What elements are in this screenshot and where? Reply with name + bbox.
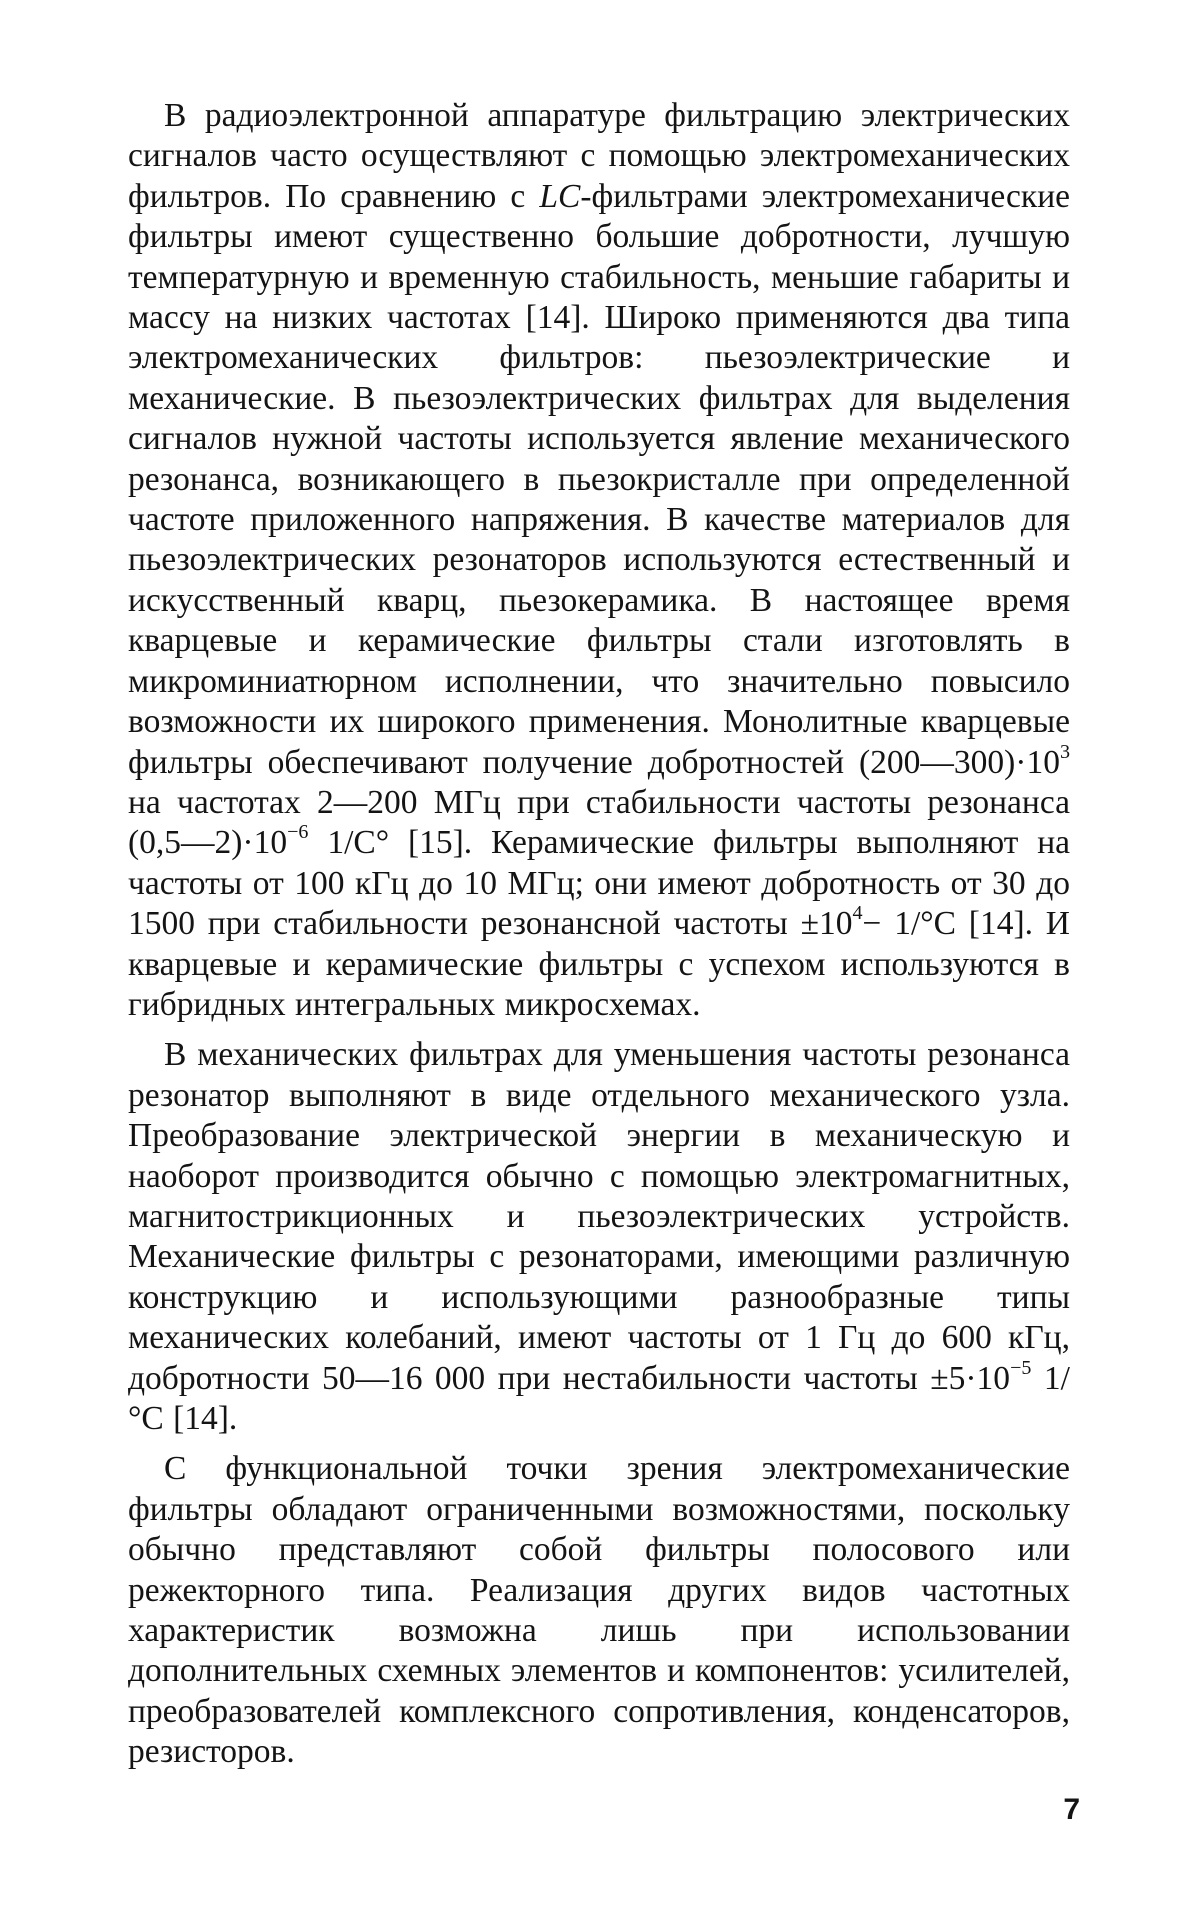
paragraph-mechanical-filters: В механических фильтрах для уменьшения частоты резонанса резонатор выполняют в виде отдельного механического узла. Преобразование электрической энергии в механическую и наоборот производится обычно с помощью электромагнитных, магнитострикционных и пьезоэлектрических устройств. Механические фильтры с резонаторами, имеющими различную конструкцию и использующими разнообразные типы механических колебаний, имеют частоты от 1 Гц до 600 кГц, добротности 50—16 000 при нестабильности частоты $\pm 5\cdot 10^{-5}$ 1/°С [14]. — [128, 1036, 1070, 1437]
paragraph-functional-view: С функциональной точки зрения электромеханические фильтры обладают ограниченными возможностями, поскольку обычно представляют собой фильтры полосового или режекторного типа. Реализация других видов частотных характеристик возможна лишь при использовании дополнительных схемных элементов и компонентов: усилителей, преобразователей комплексного сопротивления, конденсаторов, резисторов. — [128, 1450, 1070, 1771]
page-body — [128, 96, 1070, 1773]
page-number: 7 — [1063, 1793, 1080, 1826]
paragraph-electromechanical-filters: В радиоэлектронной аппаратуре фильтрацию электрических сигналов часто осуществляют с помощью электромеханических фильтров. По сравнению с LC-фильтрами электромеханические фильтры имеют существенно большие добротности, лучшую температурную и временную стабильность, меньшие габариты и массу на низких частотах [14]. Широко применяются два типа электромеханических фильтров: пьезоэлектрические и механические. В пьезоэлектрических фильтрах для выделения сигналов нужной частоты используется явление механического резонанса, возникающего в пьезокристалле при определенной частоте приложенного напряжения. В качестве материалов для пьезоэлектрических резонаторов используются естественный и искусственный кварц, пьезокерамика. В настоящее время кварцевые и керамические фильтры стали изготовлять в микроминиатюрном исполнении, что значительно повысило возможности их широкого применения. Монолитные кварцевые фильтры обеспечивают получение добротностей $(200—300)\cdot 10^3$ на частотах 2—200 МГц при стабильности частоты резонанса $(0,5—2)\cdot 10^{-6}$ 1/С° [15]. Керамические фильтры выполняют на частоты от 100 кГц до 10 МГц; они имеют добротность от 30 до 1500 при стабильности резонансной частоты $\pm 10^4- 1/^\circ С$ [14]. И кварцевые и керамические фильтры с успехом используются в гибридных интегральных микросхемах. — [128, 97, 1070, 1023]
